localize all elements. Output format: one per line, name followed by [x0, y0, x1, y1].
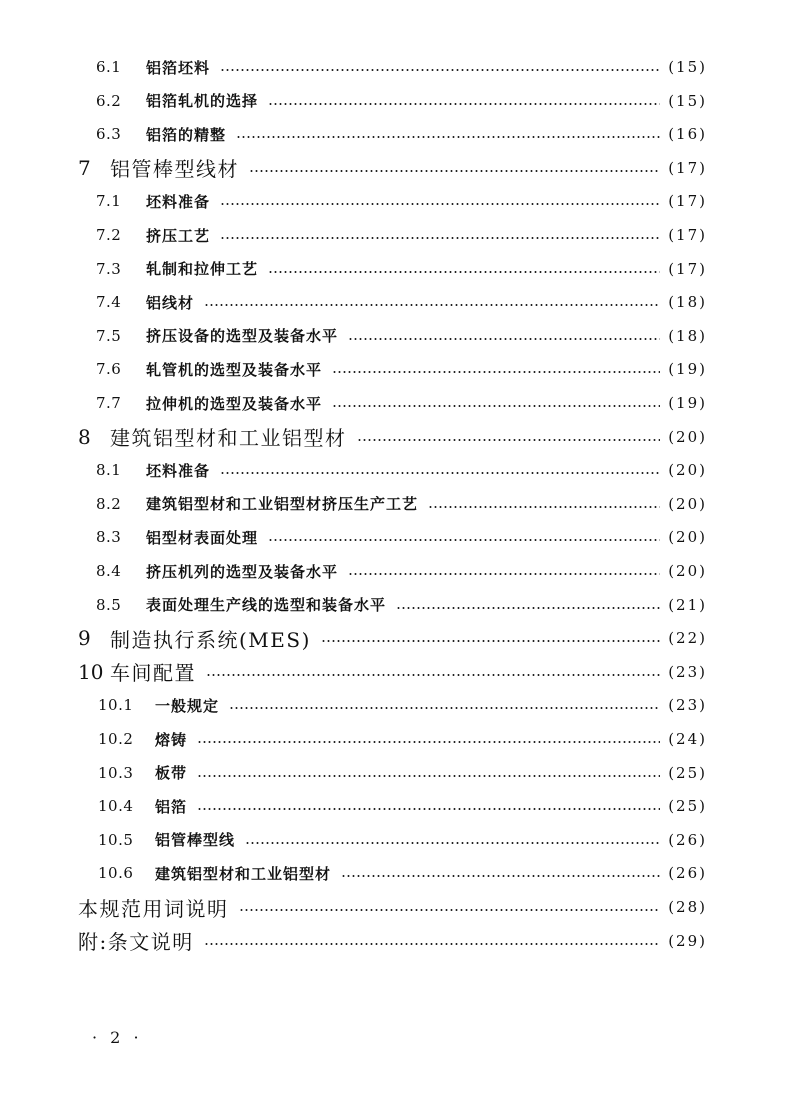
toc-leader-dots	[348, 556, 660, 586]
toc-entry-page: (15)	[668, 58, 707, 76]
toc-leader-dots	[206, 657, 660, 687]
toc-entry-number: 7.3	[96, 259, 122, 278]
toc-entry-number: 7.6	[96, 360, 122, 379]
toc-leader-dots	[357, 422, 661, 452]
toc-entry-number: 10.4	[98, 797, 134, 816]
toc-entry[interactable]	[98, 825, 707, 855]
toc-entry-page: (29)	[668, 931, 707, 950]
toc-entry-title: 铝箔坯料	[146, 58, 211, 77]
toc-entry[interactable]	[78, 892, 707, 922]
toc-entry-page: (23)	[668, 662, 707, 681]
toc-entry-number: 10.1	[98, 696, 134, 715]
toc-entry-title: 挤压机列的选型及装备水平	[146, 562, 339, 581]
toc-entry-page: (17)	[668, 192, 707, 211]
toc-entry-number: 7	[78, 155, 91, 180]
toc-entry-number: 9	[78, 626, 91, 651]
toc-entry-number: 7.7	[96, 394, 122, 412]
toc-entry-page: (20)	[668, 494, 707, 513]
toc-entry-number: 7.2	[96, 226, 122, 244]
toc-entry-page: (22)	[668, 629, 707, 648]
toc-entry-title: 铝管棒型线	[155, 831, 236, 850]
toc-entry[interactable]	[96, 455, 707, 485]
toc-leader-dots	[239, 892, 661, 922]
toc-entry-title: 本规范用词说明	[78, 896, 229, 921]
toc-entry-title: 制造执行系统(MES)	[110, 627, 311, 652]
toc-entry-page: (23)	[668, 696, 707, 715]
toc-leader-dots	[204, 287, 660, 317]
toc-entry[interactable]	[78, 422, 707, 452]
toc-entry-page: (24)	[668, 730, 707, 748]
toc-entry-number: 10.6	[98, 864, 134, 883]
toc-entry-number: 7.5	[96, 326, 122, 345]
toc-entry[interactable]	[96, 556, 707, 586]
toc-entry[interactable]	[96, 86, 707, 116]
toc-entry-page: (17)	[668, 158, 707, 177]
toc-entry-title: 铝线材	[146, 293, 195, 312]
toc-leader-dots	[220, 220, 660, 250]
toc-leader-dots	[348, 321, 660, 351]
toc-entry-title: 熔铸	[155, 730, 188, 749]
toc-entry-title: 建筑铝型材和工业铝型材挤压生产工艺	[146, 495, 419, 514]
toc-entry-page: (19)	[668, 360, 707, 379]
toc-entry[interactable]	[98, 690, 707, 720]
toc-entry[interactable]	[96, 522, 707, 552]
toc-entry[interactable]	[96, 354, 707, 384]
toc-leader-dots	[332, 388, 660, 418]
toc-entry[interactable]	[98, 858, 707, 888]
toc-leader-dots	[245, 825, 660, 855]
toc-entry-number: 10	[78, 659, 104, 684]
toc-entry[interactable]	[78, 153, 707, 183]
toc-entry[interactable]	[98, 724, 707, 754]
toc-entry-number: 8.3	[96, 528, 122, 547]
toc-entry-title: 铝箔的精整	[146, 125, 227, 144]
toc-leader-dots	[229, 690, 660, 720]
toc-entry-number: 8.2	[96, 494, 122, 513]
toc-leader-dots	[428, 489, 660, 519]
toc-leader-dots	[332, 354, 660, 384]
toc-entry-title: 挤压设备的选型及装备水平	[146, 327, 339, 346]
toc-entry[interactable]	[78, 623, 707, 653]
toc-entry-title: 车间配置	[110, 661, 196, 686]
toc-entry-title: 铝型材表面处理	[146, 528, 259, 547]
toc-entry-page: (20)	[668, 461, 707, 480]
toc-entry-title: 附:条文说明	[78, 930, 194, 955]
toc-entry[interactable]	[96, 321, 707, 351]
toc-entry-title: 坯料准备	[146, 192, 211, 211]
toc-leader-dots	[204, 926, 660, 956]
toc-entry-title: 铝箔轧机的选择	[146, 92, 259, 111]
toc-entry-page: (18)	[668, 326, 707, 345]
toc-entry-number: 10.3	[98, 763, 134, 782]
toc-entry-title: 板带	[155, 764, 188, 783]
toc-entry-page: (28)	[668, 898, 707, 916]
toc-leader-dots	[249, 153, 660, 183]
toc-leader-dots	[220, 52, 660, 82]
toc-entry-number: 8.5	[96, 595, 122, 614]
toc-entry-title: 铝箔	[155, 797, 188, 816]
toc-leader-dots	[197, 791, 660, 821]
toc-entry-page: (20)	[668, 528, 707, 547]
toc-entry[interactable]	[96, 119, 707, 149]
toc-entry-page: (25)	[668, 763, 707, 782]
toc-entry[interactable]	[96, 388, 707, 418]
toc-leader-dots	[236, 119, 660, 149]
toc-entry-title: 建筑铝型材和工业铝型材	[155, 864, 332, 883]
toc-entry-number: 6.2	[96, 91, 122, 110]
toc-entry-title: 表面处理生产线的选型和装备水平	[146, 596, 387, 615]
toc-entry-number: 8.4	[96, 562, 122, 580]
toc-entry[interactable]	[96, 489, 707, 519]
toc-entry[interactable]	[96, 254, 707, 284]
toc-entry-title: 轧制和拉伸工艺	[146, 260, 259, 279]
toc-entry-title: 挤压工艺	[146, 226, 211, 245]
toc-entry[interactable]	[96, 287, 707, 317]
toc-entry-page: (26)	[668, 864, 707, 883]
toc-entry-number: 10.5	[98, 830, 134, 849]
toc-entry-number: 7.1	[96, 192, 122, 211]
toc-entry-page: (18)	[668, 293, 707, 312]
toc-leader-dots	[341, 858, 660, 888]
toc-leader-dots	[268, 522, 660, 552]
toc-entry-number: 8	[78, 424, 91, 449]
toc-entry[interactable]	[78, 657, 707, 687]
toc-entry-page: (21)	[668, 595, 707, 614]
toc-entry-page: (20)	[668, 562, 707, 580]
toc-leader-dots	[268, 86, 660, 116]
toc-entry[interactable]	[96, 220, 707, 250]
toc-entry-page: (16)	[668, 125, 707, 144]
toc-leader-dots	[197, 758, 660, 788]
toc-entry-page: (26)	[668, 830, 707, 849]
toc-entry-title: 一般规定	[155, 696, 220, 715]
toc-entry-page: (19)	[668, 394, 707, 412]
toc-entry[interactable]	[78, 926, 707, 956]
toc-leader-dots	[396, 590, 660, 620]
toc-leader-dots	[197, 724, 660, 754]
toc-entry[interactable]	[98, 758, 707, 788]
toc-entry-number: 6.1	[96, 58, 122, 76]
toc-entry[interactable]	[96, 186, 707, 216]
toc-leader-dots	[220, 455, 660, 485]
toc-entry-title: 建筑铝型材和工业铝型材	[110, 426, 347, 451]
toc-entry-page: (15)	[668, 91, 707, 110]
toc-entry-number: 7.4	[96, 293, 122, 312]
toc-leader-dots	[321, 623, 660, 653]
toc-entry-number: 6.3	[96, 125, 122, 144]
toc-entry-page: (25)	[668, 797, 707, 816]
toc-entry-page: (20)	[668, 427, 707, 446]
toc-entry-title: 轧管机的选型及装备水平	[146, 360, 323, 379]
toc-entry-title: 拉伸机的选型及装备水平	[146, 394, 323, 413]
toc-entry-title: 铝管棒型线材	[110, 157, 239, 182]
toc-entry-title: 坯料准备	[146, 461, 211, 480]
toc-entry-number: 10.2	[98, 730, 134, 748]
toc-leader-dots	[220, 186, 660, 216]
toc-entry[interactable]	[98, 791, 707, 821]
toc-entry[interactable]	[96, 590, 707, 620]
toc-entry-page: (17)	[668, 259, 707, 278]
toc-entry-number: 8.1	[96, 461, 122, 480]
toc-entry[interactable]	[96, 52, 707, 82]
toc-leader-dots	[268, 254, 660, 284]
page-number: · 2 ·	[92, 1028, 143, 1047]
toc-entry-page: (17)	[668, 226, 707, 244]
